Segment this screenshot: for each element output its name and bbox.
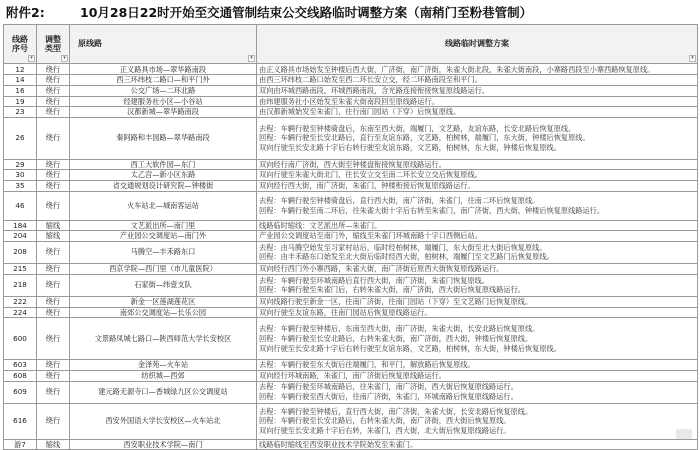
table-row: [4, 96, 698, 107]
original-route-cell: 建元路无源寺口—香城绿九区公交调度站: [70, 381, 257, 403]
adjust-type-cell: 绕行: [37, 170, 70, 181]
original-route-cell: 文艺派出所—南门里: [70, 220, 257, 231]
adjust-plan-cell: 双向经行南广济街，西大街至钟楼盘衔接恢复原线路运行。: [257, 159, 698, 170]
route-number-cell: 游7: [4, 439, 37, 450]
header-adjust-plan: [257, 25, 698, 64]
route-number-cell: 16: [4, 85, 37, 96]
table-row: [4, 381, 698, 403]
original-route-cell: 汉都新城—翠华路南段: [70, 107, 257, 118]
original-route-cell: 石家街—纬壹支队: [70, 274, 257, 296]
adjust-type-cell: 绕行: [37, 360, 70, 371]
original-route-cell: 秦阿路和丰园路—翠华路南段: [70, 117, 257, 159]
table-row: [4, 370, 698, 381]
route-number-cell: 29: [4, 159, 37, 170]
adjust-plan-cell: 双向经行环城南路，朱雀门，南广济街后恢复原线路运行。: [257, 370, 698, 381]
adjust-plan-cell: 线路临时缩线：文艺派出所—朱雀门。: [257, 220, 698, 231]
table-row: [4, 180, 698, 191]
adjust-type-cell: 绕行: [37, 159, 70, 170]
adjust-type-cell: 绕行: [37, 318, 70, 360]
table-row: [4, 220, 698, 231]
adjust-type-cell: 绕行: [37, 180, 70, 191]
route-number-cell: 23: [4, 107, 37, 118]
adjust-type-cell: 绕行: [37, 274, 70, 296]
table-row: [4, 318, 698, 360]
original-route-cell: 太乙宫—新小区东路: [70, 170, 257, 181]
header-route-number-label: 线路 序号: [12, 34, 28, 54]
table-row: [4, 241, 698, 263]
image-artifact: [534, 404, 694, 430]
adjust-plan-cell: 双向线路行驶至新金一区，往南广济街，往南门园站（下穿）至文艺路门后恢复原线。: [257, 296, 698, 307]
route-number-cell: 215: [4, 263, 37, 274]
adjust-plan-cell: 去程：车辆行驶至钟楼骑盘后，直行西大街，南广济街，朱雀门，往南二环后恢复原线。 回程：车辆行驶至南二环后，往朱雀大街十字后右转至朱雀门，南广济街，西大街，钟楼后恢复原线路运行。: [257, 191, 698, 220]
adjust-type-cell: 绕行: [37, 296, 70, 307]
table-row: [4, 107, 698, 118]
route-number-cell: 222: [4, 296, 37, 307]
filter-dropdown-icon[interactable]: ▾: [28, 55, 35, 62]
original-route-cell: 西安职业技术学院—南门: [70, 439, 257, 450]
table-row: [4, 170, 698, 181]
adjust-plan-cell: 由纬建服务社小区始发至朱雀大街南段回至原线路运行。: [257, 96, 698, 107]
table-row: [4, 360, 698, 371]
adjust-plan-cell: 双向经行西大街，南广济街，朱雀门，钟楼衔接后恢复原线路运行。: [257, 180, 698, 191]
route-number-cell: 14: [4, 75, 37, 86]
adjust-plan-cell: 去程：车辆行驶至环城南路后，往朱雀门，南广济街，西大街后恢复原线路运行。 回程：车辆行驶至西大街后，往南广济街，朱雀门，环城南路后恢复原线路运行。: [257, 381, 698, 403]
original-route-cell: 西安外国语大学长安校区—火车站北: [70, 403, 257, 439]
header-adjust-type-label: 调整 类型: [45, 34, 61, 54]
header-original-route-label: 原线路: [78, 39, 102, 49]
header-adjust-plan-label: 线路临时调整方案: [445, 39, 509, 49]
table-row: [4, 307, 698, 318]
adjust-type-cell: 绕行: [37, 191, 70, 220]
filter-dropdown-icon[interactable]: ▾: [61, 55, 68, 62]
adjust-type-cell: 缩线: [37, 231, 70, 242]
original-route-cell: 文景路凤城七路口—陕西师范大学长安校区: [70, 318, 257, 360]
original-route-cell: 西工大软件园—东门: [70, 159, 257, 170]
route-number-cell: 224: [4, 307, 37, 318]
watermark-badge: [676, 429, 692, 439]
original-route-cell: 正义路具市场—翠华路南段: [70, 64, 257, 75]
table-header-row: [4, 25, 698, 64]
route-number-cell: 609: [4, 381, 37, 403]
route-number-cell: 208: [4, 241, 37, 263]
table-row: [4, 64, 698, 75]
header-adjust-type: [37, 25, 70, 64]
adjust-plan-cell: 去程：由马腾空始发至习家村站后，临时经柏树林，端履门，东大街至北大街后恢复原线。 回程：由丰禾路东口始发至北大街后临时经西大街，柏树林，端履门至文艺路门后恢复原线。: [257, 241, 698, 263]
route-number-cell: 12: [4, 64, 37, 75]
original-route-cell: 火车站北—城南客运站: [70, 191, 257, 220]
attachment-label: 附件2:: [6, 5, 45, 20]
adjust-type-cell: 缩线: [37, 220, 70, 231]
route-adjustment-table: [3, 24, 698, 450]
adjust-plan-cell: 去程：车辆行驶至钟楼后，直行西大街，南广济街，朱雀大街，长安北路后恢复原线。 回程：车辆行驶至长安北路后，右转朱雀大街，南广济街，西大街后恢复原线。 双向行驶至长安北路十字后右转，朱雀门，西大街，北大街后恢复原线路运行。: [257, 403, 698, 439]
route-number-cell: 204: [4, 231, 37, 242]
original-route-cell: 金泽苑—火车站: [70, 360, 257, 371]
adjust-plan-cell: 由正义路具市场始发至钟楼后西大街，广济街，南广济街，朱雀大街北段，朱雀大街南段，小寨路西段至小寨西路恢复原线。: [257, 64, 698, 75]
adjust-type-cell: 绕行: [37, 107, 70, 118]
filter-dropdown-icon[interactable]: ▾: [689, 55, 696, 62]
route-number-cell: 35: [4, 180, 37, 191]
table-row: [4, 231, 698, 242]
route-number-cell: 46: [4, 191, 37, 220]
original-route-cell: 产业园公交调度站—南门外: [70, 231, 257, 242]
original-route-cell: 新金一区莲湖莲花区: [70, 296, 257, 307]
adjust-type-cell: 绕行: [37, 96, 70, 107]
adjust-type-cell: 缩线: [37, 439, 70, 450]
adjust-plan-cell: 产业园公交调度站至南门外，缩线至朱雀门环城南路十字口西侧后站。: [257, 231, 698, 242]
adjust-plan-cell: 去程：车辆行驶至东大街后往端履门，和平门，解放路后恢复原线。: [257, 360, 698, 371]
table-row: [4, 75, 698, 86]
route-number-cell: 218: [4, 274, 37, 296]
adjust-type-cell: 绕行: [37, 241, 70, 263]
adjust-type-cell: 绕行: [37, 403, 70, 439]
document-title: 10月28日22时开始至交通管制结束公交线路临时调整方案（南稍门至粉巷管制）: [80, 5, 533, 20]
adjust-plan-cell: 去程：车辆行驶至钟楼骑盘后，东南至西大街，端履门，文艺路，友谊东路，长安北路后恢复原线。 回程：车辆行驶至长安北路后，直行至友谊东路，文艺路，柏树林，端履门，东大街，钟楼后恢复原线。 双向行驶至长安北路十字后右转行驶至友谊东路，文艺路，柏树林，东大街，钟楼后恢复原线。: [257, 117, 698, 159]
adjust-type-cell: 绕行: [37, 370, 70, 381]
adjust-type-cell: 绕行: [37, 75, 70, 86]
header-original-route: [70, 25, 257, 64]
adjust-type-cell: 绕行: [37, 85, 70, 96]
adjust-plan-cell: 双向行驶至友谊东路，往南门园站后恢复原线路运行。: [257, 307, 698, 318]
table-row: [4, 159, 698, 170]
table-row: [4, 117, 698, 159]
original-route-cell: 纺织城—西郊: [70, 370, 257, 381]
title-row: [0, 0, 700, 24]
route-number-cell: 19: [4, 96, 37, 107]
adjust-type-cell: 绕行: [37, 117, 70, 159]
adjust-plan-cell: 由西三环纬枝二路口始发至西二环长安立交，经二环路南段至和平门。: [257, 75, 698, 86]
original-route-cell: 公交广场—二环北路: [70, 85, 257, 96]
table-row: [4, 296, 698, 307]
table-row: [4, 274, 698, 296]
original-route-cell: 省交通规划设计研究院—钟楼街: [70, 180, 257, 191]
adjust-plan-cell: 由汉都新城始发至朱雀门，往行南门园站（下穿）后恢复原线。: [257, 107, 698, 118]
adjust-type-cell: 绕行: [37, 64, 70, 75]
route-number-cell: 184: [4, 220, 37, 231]
adjust-plan-cell: 双向经行西门外小寨西路，朱雀大街，南广济街后原西大街恢复原线路运行。: [257, 263, 698, 274]
route-number-cell: 603: [4, 360, 37, 371]
adjust-type-cell: 绕行: [37, 307, 70, 318]
adjust-plan-cell: 去程：车辆行驶至钟楼后，东南至西大街，南广济街，朱雀大街，长安北路后恢复原线。 回程：车辆行驶至长安北路后，右转朱雀大街，南广济街，西大街，钟楼后恢复原线。 双向行驶至长安北路十字后右转行驶至友谊东路，文艺路，柏树林，东大街，钟楼后恢复原线。: [257, 318, 698, 360]
route-number-cell: 608: [4, 370, 37, 381]
route-number-cell: 616: [4, 403, 37, 439]
adjust-plan-cell: 双向由环城西路南段，环城西路南段，含光路连接衔接恢复原线路运行。: [257, 85, 698, 96]
route-number-cell: 30: [4, 170, 37, 181]
original-route-cell: 西三环纬枝二路口—和平门外: [70, 75, 257, 86]
original-route-cell: 经建服务社小区—小谷站: [70, 96, 257, 107]
adjust-plan-cell: 线路临时缩线至西安职业技术学院始发至朱雀门。: [257, 439, 698, 450]
header-route-number: [4, 25, 37, 64]
original-route-cell: 南郊公交调度站—长乐公园: [70, 307, 257, 318]
filter-dropdown-icon[interactable]: ▾: [248, 55, 255, 62]
adjust-plan-cell: 去程：车辆行驶至环城南路后直行西大街，南广济街，朱雀门恢复原线。 回程：车辆行驶至朱雀门后，右转朱雀大街，南广济街，西大街后恢复原线路运行。: [257, 274, 698, 296]
table-row: [4, 439, 698, 450]
original-route-cell: 马腾空—丰禾路东口: [70, 241, 257, 263]
table-row: [4, 85, 698, 96]
original-route-cell: 西京学院—西门里（市儿童医院）: [70, 263, 257, 274]
route-number-cell: 26: [4, 117, 37, 159]
adjust-plan-cell: 双向行驶至朱雀大街北门，往长安立交至南二环长安立交后恢复原线。: [257, 170, 698, 181]
table-row: [4, 263, 698, 274]
route-number-cell: 600: [4, 318, 37, 360]
table-row: [4, 191, 698, 220]
adjust-type-cell: 绕行: [37, 263, 70, 274]
adjust-type-cell: 绕行: [37, 381, 70, 403]
